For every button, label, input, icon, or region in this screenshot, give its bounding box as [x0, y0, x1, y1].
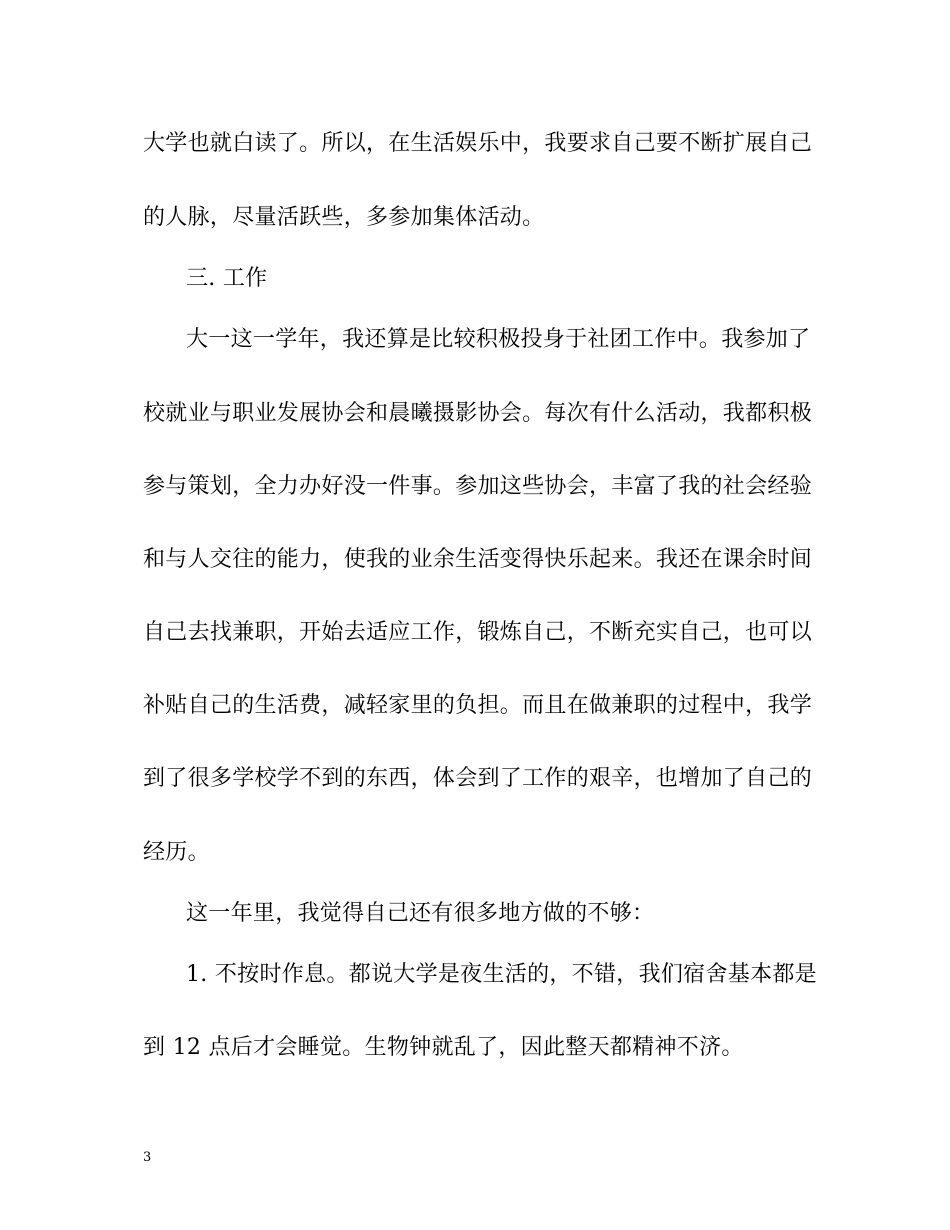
body-text-line: 大学也就白读了。所以，在生活娱乐中，我要求自己要不断扩展自己 [143, 131, 813, 156]
body-text-line: 参与策划，全力办好没一件事。参加这些协会，丰富了我的社会经验 [143, 474, 813, 499]
page-number: 3 [143, 1150, 152, 1165]
list-item-text: 到 12 点后才会睡觉。生物钟就乱了，因此整天都精神不济。 [143, 1035, 744, 1060]
body-text-line: 自己去找兼职，开始去适应工作，锻炼自己，不断充实自己，也可以 [143, 620, 813, 645]
body-text-line: 到了很多学校学不到的东西，体会到了工作的艰辛，也增加了自己的 [143, 766, 813, 791]
list-item-text: 1. 不按时作息。都说大学是夜生活的，不错，我们宿舍基本都是 [186, 962, 817, 987]
body-text-line: 补贴自己的生活费，减轻家里的负担。而且在做兼职的过程中，我学 [143, 693, 813, 718]
body-text-line: 这一年里，我觉得自己还有很多地方做的不够： [186, 901, 655, 926]
body-text-line: 大一这一学年，我还算是比较积极投身于社团工作中。我参加了 [186, 327, 811, 352]
section-heading: 三. 工作 [186, 266, 268, 291]
body-text-line: 经历。 [143, 840, 210, 865]
body-text-line: 的人脉，尽量活跃些，多参加集体活动。 [143, 205, 545, 230]
body-text-line: 校就业与职业发展协会和晨曦摄影协会。每次有什么活动，我都积极 [143, 401, 813, 426]
body-text-line: 和与人交往的能力，使我的业余生活变得快乐起来。我还在课余时间 [143, 547, 813, 572]
